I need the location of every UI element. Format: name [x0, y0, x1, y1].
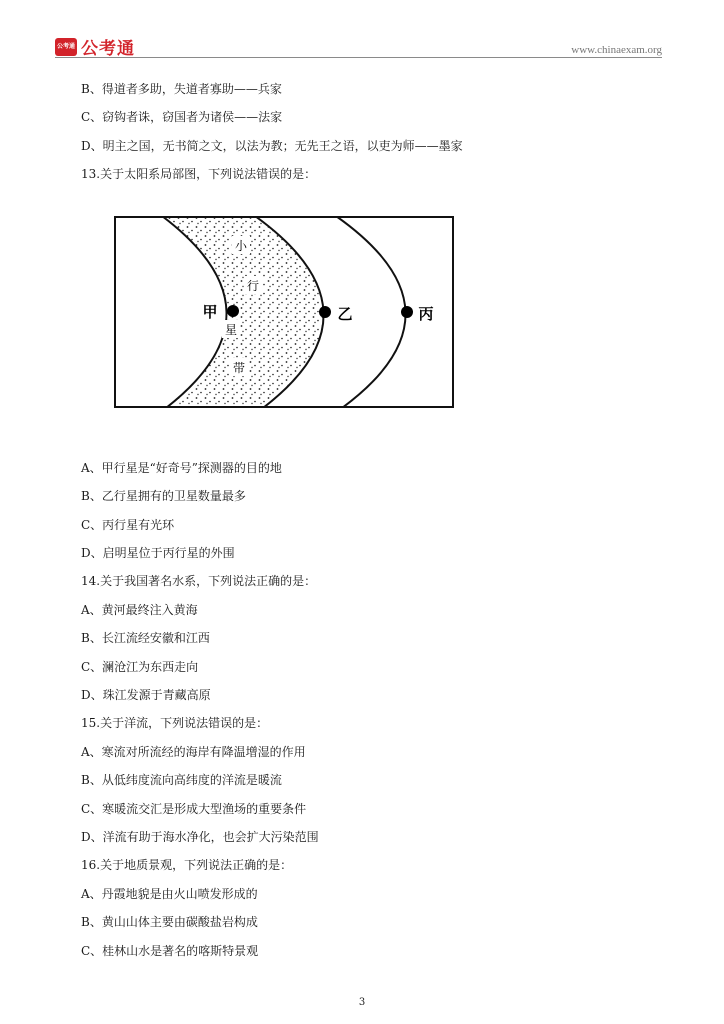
belt-char: 星: [224, 323, 238, 337]
option-line: A、寒流对所流经的海岸有降温增湿的作用: [81, 745, 306, 759]
option-line: C、桂林山水是著名的喀斯特景观: [81, 944, 259, 958]
option-line: B、乙行星拥有的卫星数量最多: [81, 489, 246, 503]
question-stem: 16.关于地质景观，下列说法正确的是：: [81, 858, 293, 872]
belt-char: 带: [232, 361, 246, 375]
option-line: B、从低纬度流向高纬度的洋流是暖流: [81, 773, 282, 787]
question-stem: 15.关于洋流，下列说法错误的是：: [81, 716, 269, 730]
option-line: C、澜沧江为东西走向: [81, 660, 199, 674]
planet-bing-dot: [401, 306, 413, 318]
option-line: C、寒暖流交汇是形成大型渔场的重要条件: [81, 802, 307, 816]
option-line: B、长江流经安徽和江西: [81, 631, 210, 645]
logo-text: 公考通: [81, 39, 135, 59]
option-line: D、启明星位于丙行星的外围: [81, 546, 235, 560]
option-line: A、丹霞地貌是由火山喷发形成的: [81, 887, 258, 901]
option-line: D、明主之国，无书简之文，以法为教；无先王之语，以吏为师——墨家: [81, 139, 463, 153]
planet-jia-label: 甲: [202, 303, 218, 321]
planet-yi-label: 乙: [337, 305, 353, 323]
question-stem: 13.关于太阳系局部图，下列说法错误的是：: [81, 167, 317, 181]
logo[interactable]: [55, 34, 135, 59]
option-line: C、丙行星有光环: [81, 518, 175, 532]
question-stem: 14.关于我国著名水系，下列说法正确的是：: [81, 574, 317, 588]
solar-system-svg: [114, 216, 454, 408]
belt-char: 行: [246, 279, 260, 293]
option-line: D、珠江发源于青藏高原: [81, 688, 211, 702]
planet-bing-label: 丙: [418, 305, 434, 323]
logo-badge: 公考通: [55, 38, 77, 56]
solar-system-diagram: [114, 216, 454, 408]
planet-jia-dot: [227, 305, 239, 317]
site-url[interactable]: www.chinaexam.org: [571, 44, 662, 56]
option-line: D、洋流有助于海水净化，也会扩大污染范围: [81, 830, 319, 844]
planet-yi-dot: [319, 306, 331, 318]
option-line: B、黄山山体主要由碳酸盐岩构成: [81, 915, 258, 929]
option-line: A、黄河最终注入黄海: [81, 603, 198, 617]
header-divider: [55, 57, 662, 58]
option-line: A、甲行星是“好奇号”探测器的目的地: [81, 461, 282, 475]
page-header: [55, 34, 662, 58]
option-line: C、窃钩者诛，窃国者为诸侯——法家: [81, 110, 283, 124]
page-number: 3: [358, 997, 366, 1008]
belt-char: 小: [234, 239, 248, 253]
option-line: B、得道者多助，失道者寡助——兵家: [81, 82, 282, 96]
